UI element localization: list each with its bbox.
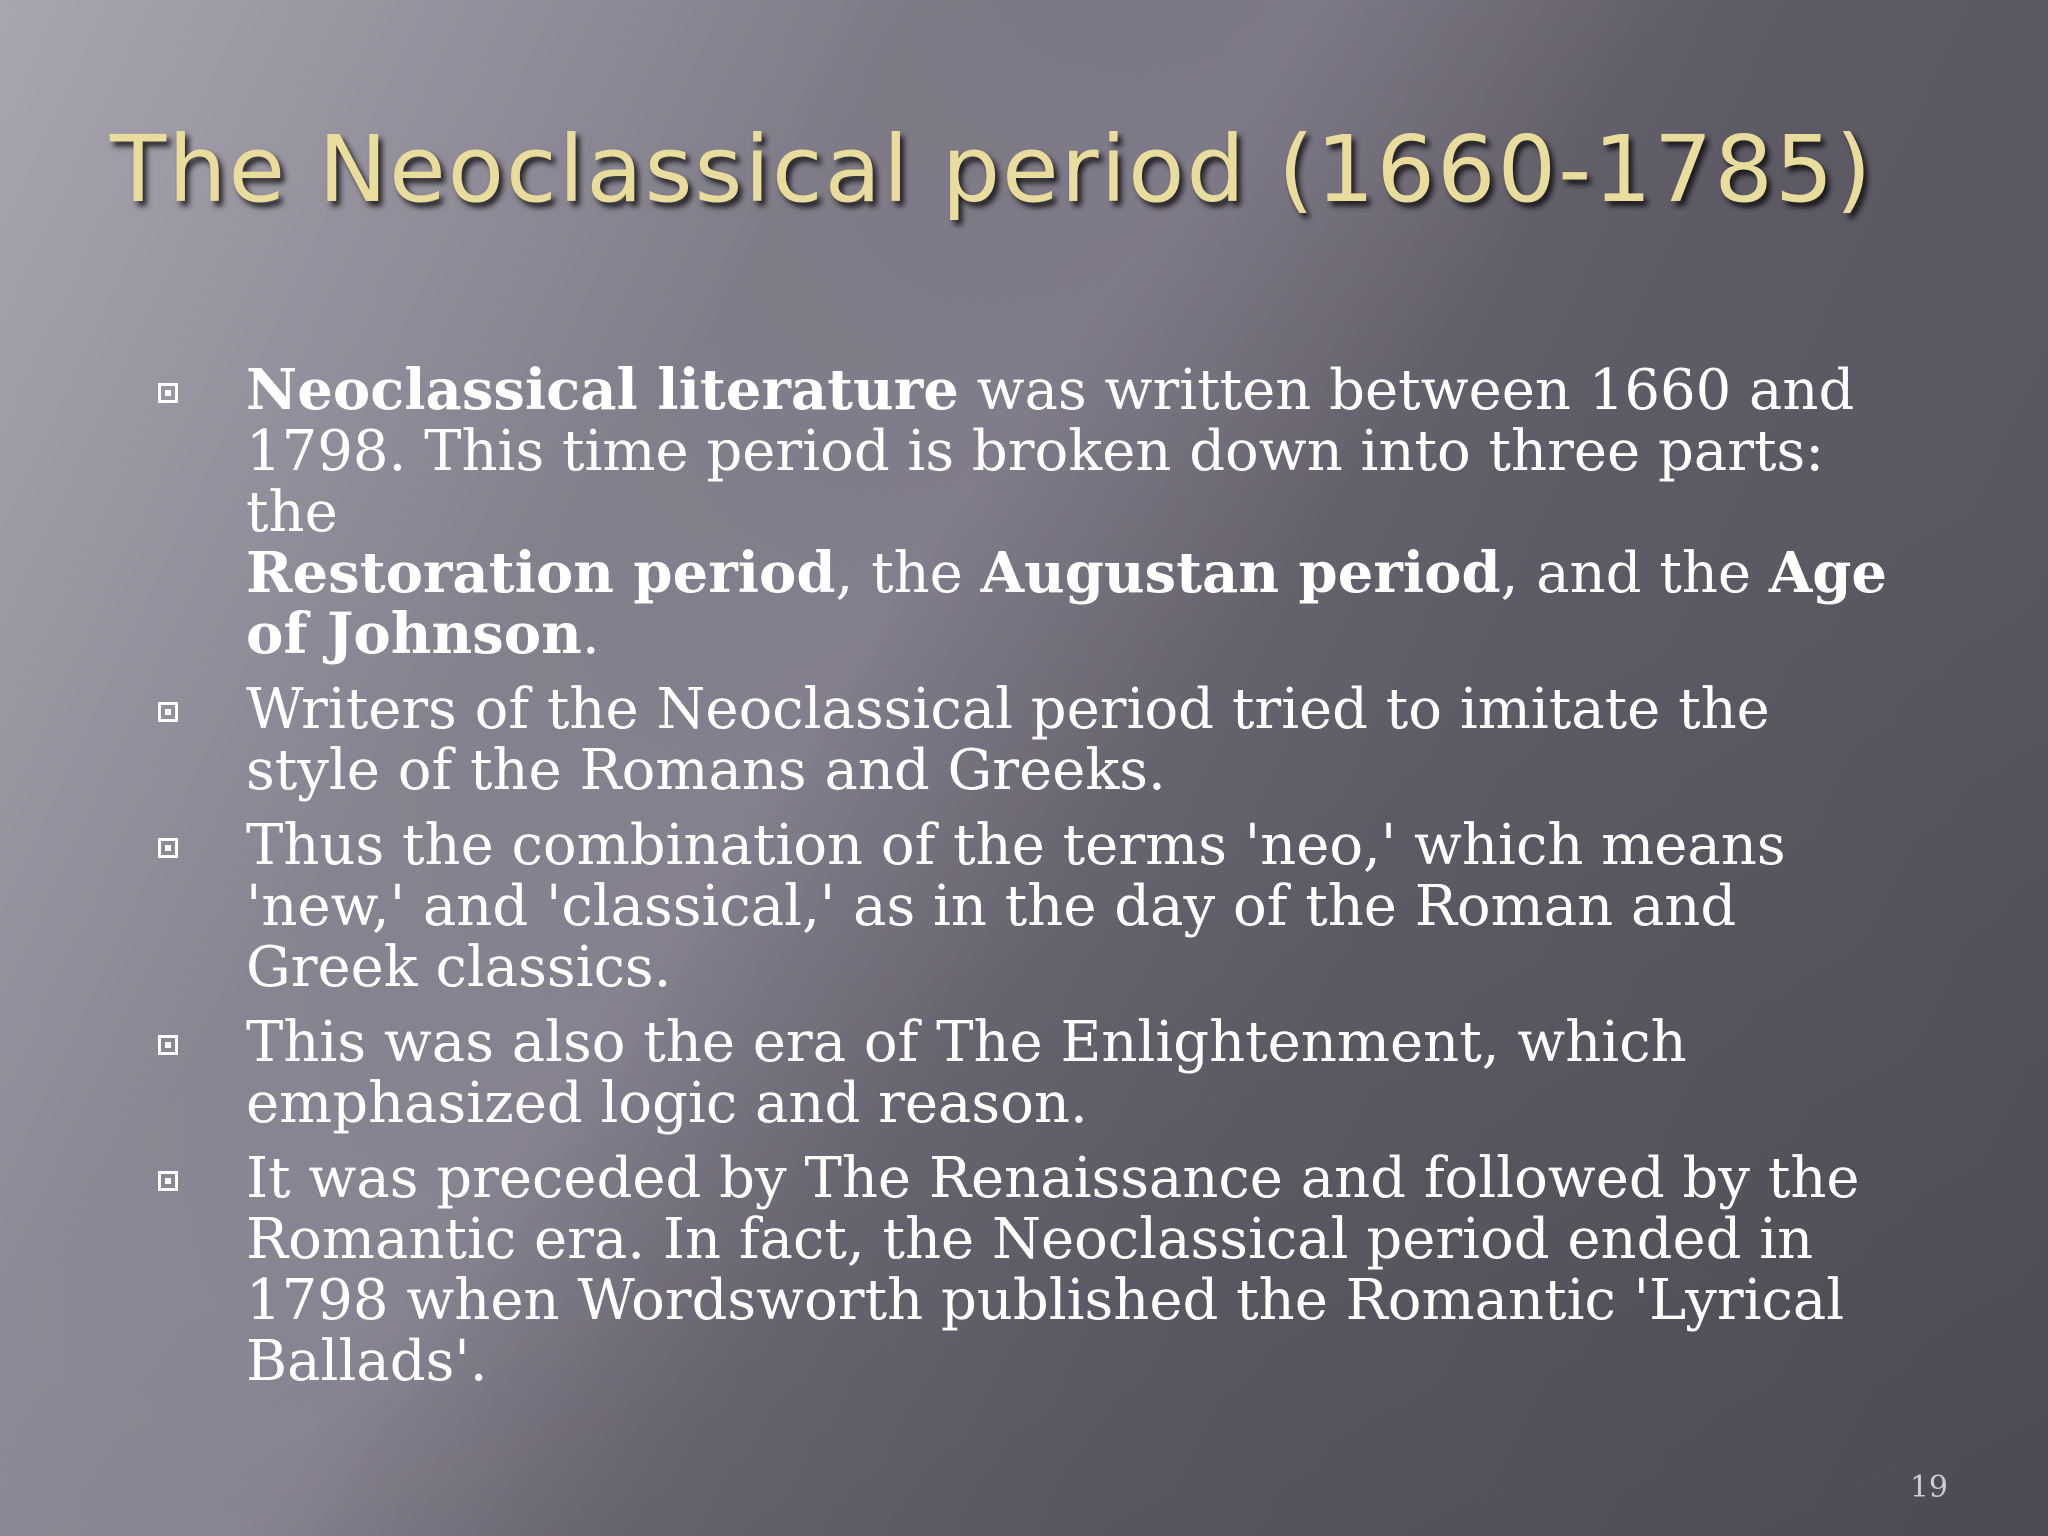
bullet-text: Thus the combination of the terms 'neo,' which means 'new,' and 'classical,' as in the day of the Roman and Greek classics. bbox=[246, 813, 1786, 1000]
bullet-text: was written between 1660 and 1798. This time period is broken down into three parts: the bbox=[246, 358, 1855, 545]
square-bullet-icon bbox=[158, 1171, 178, 1191]
square-bullet-icon bbox=[158, 1035, 178, 1055]
bullet-bold-text: Augustan period bbox=[980, 540, 1501, 606]
bullet-text: This was also the era of The Enlightenment, which emphasized logic and reason. bbox=[246, 1010, 1687, 1136]
bullet-item bbox=[150, 815, 1910, 998]
slide-title: The Neoclassical period (1660-1785) bbox=[110, 116, 1874, 223]
square-bullet-icon bbox=[158, 383, 178, 403]
bullet-text: It was preceded by The Renaissance and followed by the Romantic era. In fact, the Neoclassical period ended in 1798 when Wordsworth published the Romantic 'Lyrical Ballads'. bbox=[246, 1146, 1860, 1394]
square-bullet-icon bbox=[158, 838, 178, 858]
bullet-text: . bbox=[581, 602, 600, 667]
square-bullet-icon bbox=[158, 702, 178, 722]
bullet-text: , and the bbox=[1500, 541, 1769, 606]
bullet-list bbox=[150, 357, 1910, 1406]
bullet-text: Writers of the Neoclassical period tried to imitate the style of the Romans and Greeks. bbox=[246, 677, 1770, 803]
bullet-bold-text: Restoration period bbox=[246, 540, 836, 606]
bullet-text: , the bbox=[835, 541, 981, 606]
bullet-bold-text: Age of Johnson bbox=[246, 540, 1888, 667]
bullet-bold-text: Neoclassical literature bbox=[246, 357, 959, 423]
bullet-item bbox=[150, 679, 1910, 801]
page-number: 19 bbox=[1909, 1470, 1948, 1505]
bullet-item bbox=[150, 357, 1910, 667]
bullet-item bbox=[150, 1148, 1910, 1392]
bullet-item bbox=[150, 1012, 1910, 1134]
